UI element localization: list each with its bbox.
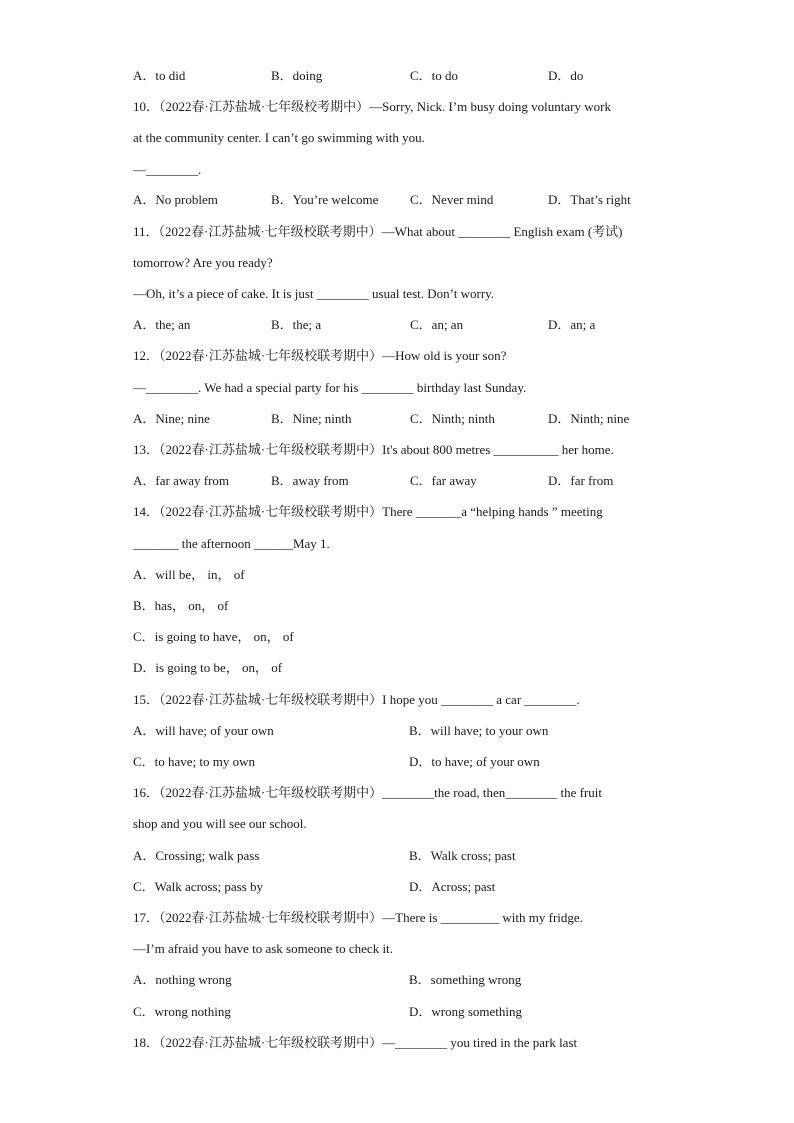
answer-option: B．has， on， of [133,598,229,613]
question-text: —I’m afraid you have to ask someone to check it. [133,941,393,956]
question-stem: 10．（2022春·江苏盐城·七年级校考期中）—Sorry, Nick. I’m busy doing voluntary work [133,99,611,114]
answer-option: D．do [548,68,584,83]
answer-option: D．Ninth; nine [548,411,630,426]
answer-option: A．will be， in， of [133,567,245,582]
answer-option: A．Nine; nine [133,411,210,426]
answer-option: B．Nine; ninth [271,411,352,426]
question-stem: 18．（2022春·江苏盐城·七年级校联考期中）—________ you tired in the park last [133,1035,578,1050]
answer-option: B．away from [271,473,349,488]
answer-option: C．to do [410,68,459,83]
answer-option: D．That’s right [548,192,631,207]
question-text: tomorrow? Are you ready? [133,255,273,270]
answer-option: A．No problem [133,192,218,207]
answer-option: B．doing [271,68,323,83]
answer-option: B．will have; to your own [409,723,549,738]
answer-option: B．the; a [271,317,322,332]
question-stem: 13．（2022春·江苏盐城·七年级校联考期中）It's about 800 metres __________ her home. [133,442,614,457]
question-text: —Oh, it’s a piece of cake. It is just ________ usual test. Don’t worry. [133,286,495,301]
answer-option: D．wrong something [409,1004,523,1019]
answer-option: B．something wrong [409,972,522,987]
answer-option: A．far away from [133,473,230,488]
answer-option: D．far from [548,473,614,488]
answer-option: C．to have; to my own [133,754,256,769]
question-text: at the community center. I can’t go swimming with you. [133,130,425,145]
question-stem: 17．（2022春·江苏盐城·七年级校联考期中）—There is _________ with my fridge. [133,910,583,925]
answer-option: B．Walk cross; past [409,848,516,863]
question-stem: 15．（2022春·江苏盐城·七年级校联考期中）I hope you ________ a car ________. [133,692,580,707]
question-stem: 16．（2022春·江苏盐城·七年级校联考期中）________the road, then________ the fruit [133,785,603,800]
answer-option: C．Never mind [410,192,494,207]
answer-option: D．to have; of your own [409,754,540,769]
question-text: shop and you will see our school. [133,816,307,831]
answer-option: A．to did [133,68,186,83]
question-text: _______ the afternoon ______May 1. [133,536,330,551]
answer-option: C．far away [410,473,477,488]
question-text: —________. [133,162,202,177]
answer-option: A．the; an [133,317,191,332]
question-stem: 14．（2022春·江苏盐城·七年级校联考期中）There _______a “helping hands ” meeting [133,504,603,519]
question-stem: 12．（2022春·江苏盐城·七年级校联考期中）—How old is your son? [133,348,507,363]
answer-option: D．Across; past [409,879,496,894]
answer-option: A．Crossing; walk pass [133,848,260,863]
question-text: —________. We had a special party for his ________ birthday last Sunday. [133,380,527,395]
answer-option: C．an; an [410,317,464,332]
answer-option: A．will have; of your own [133,723,274,738]
answer-option: C．Ninth; ninth [410,411,495,426]
answer-option: D．an; a [548,317,596,332]
answer-option: A．nothing wrong [133,972,232,987]
answer-option: B．You’re welcome [271,192,379,207]
answer-option: D．is going to be， on， of [133,660,283,675]
answer-option: C．Walk across; pass by [133,879,264,894]
question-stem: 11．（2022春·江苏盐城·七年级校联考期中）—What about ________ English exam (考试) [133,224,623,239]
answer-option: C．wrong nothing [133,1004,231,1019]
answer-option: C．is going to have， on， of [133,629,294,644]
